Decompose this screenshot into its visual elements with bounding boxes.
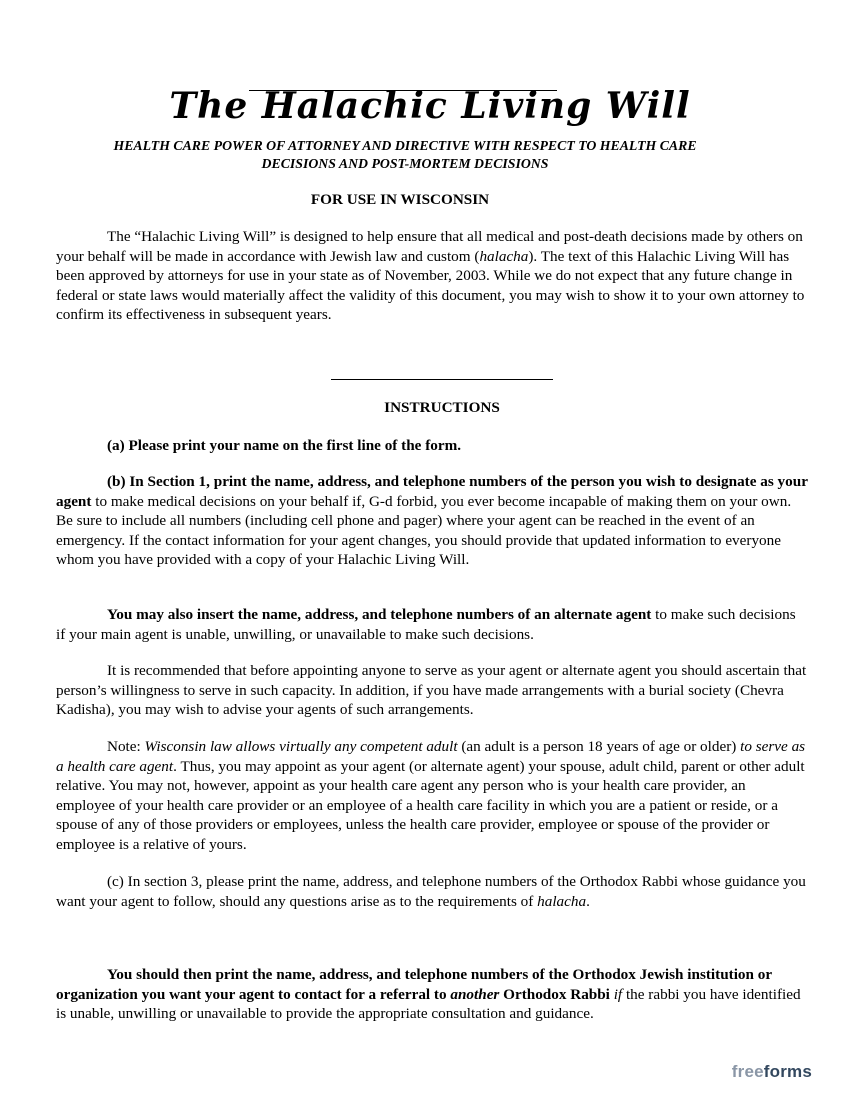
institution-bold-1: You should then print the name, address, and telephone numbers of the Orthodox Jewish institution or organization you want your agent to contact for a referral to [56,966,772,1003]
state-heading: FOR USE IN WISCONSIN [310,191,490,208]
logo-part-forms: forms [763,1062,812,1081]
instruction-b-bold: (b) In Section 1, print the name, address, and telephone numbers of the person you wish to designate as your agent [56,473,808,510]
instruction-c [56,872,808,911]
alternate-agent-paragraph [56,605,808,644]
institution-bold-italic: another [450,985,500,1003]
instruction-c-text: (c) In section 3, please print the name, address, and telephone numbers of the Orthodox Rabbi whose guidance you want your agent to follow, should any questions arise as to the requirements of [56,873,806,910]
page-title: The Halachic Living Will [169,85,691,127]
recommendation-paragraph: It is recommended that before appointing anyone to serve as your agent or alternate agent you should ascertain that person’s willingness to serve in such capacity. In addition, if you have made arrangements with a burial society (Chevra Kadisha), you may wish to advise your agents of such arrangements. [56,662,807,719]
institution-italic: if [613,985,623,1003]
logo-part-free: free [731,1062,764,1081]
alternate-agent-text: to make such decisions if your main agent is unable, unwilling, or unavailable to make such decisions. [56,606,796,643]
intro-paragraph [56,227,808,325]
note-italic-2: to serve as a health care agent [56,738,806,775]
note-italic-1: Wisconsin law allows virtually any competent adult [144,738,458,755]
instruction-b [56,472,808,570]
section-divider [331,379,553,380]
note-text-1: (an adult is a person 18 years of age or older) [457,738,741,755]
intro-text-2: ). The text of this Halachic Living Will has been approved by attorneys for use in your state as of November, 2003. While we do not expect that any future change in federal or state laws would materially affect the validity of this document, you may wish to show it to your own attorney to confirm its effectiveness in subsequent years. [56,247,805,324]
subtitle-line-1: HEALTH CARE POWER OF ATTORNEY AND DIRECTIVE WITH RESPECT TO HEALTH CARE [113,138,697,153]
instructions-heading: INSTRUCTIONS [384,399,500,416]
instruction-b-text: to make medical decisions on your behalf if, G-d forbid, you ever become incapable of making them on your own. Be sure to include all numbers (including cell phone and pager) where your agent can be reached in the event of an emergency. If the contact information for your agent changes, you should provide that updated information to everyone whom you have provided with a copy of your Halachic Living Will. [56,492,792,569]
institution-paragraph [56,965,808,1024]
intro-text-1: The “Halachic Living Will” is designed to help ensure that all medical and post-death decisions made by others on your behalf will be made in accordance with Jewish law and custom ( [56,228,803,265]
document-subtitle [60,137,750,173]
subtitle-line-2: DECISIONS AND POST-MORTEM DECISIONS [261,156,549,171]
freeforms-logo [732,1062,812,1082]
instruction-c-end: . [586,892,590,910]
note-paragraph [56,737,808,855]
institution-text: the rabbi you have identified is unable, unwilling or unavailable to provide the appropriate consultation and guidance. [56,985,801,1023]
institution-bold-2: Orthodox Rabbi [499,985,614,1003]
note-label: Note: [107,738,145,755]
instruction-a: (a) Please print your name on the first line of the form. [107,437,462,454]
alternate-agent-bold: You may also insert the name, address, and telephone numbers of an alternate agent [107,606,652,623]
intro-italic: halacha [479,247,529,265]
instruction-c-italic: halacha [537,892,587,910]
note-text-2: . Thus, you may appoint as your agent (or alternate agent) your spouse, adult child, parent or other adult relative. You may not, however, appoint as your health care agent any person who is your health care provider, an employee of your health care provider or an employee of a health care facility in which you are a patient or reside, or a spouse of any of those providers or employees, unless the health care provider, employee or spouse of the provider or employee is a relative of yours. [56,757,805,853]
